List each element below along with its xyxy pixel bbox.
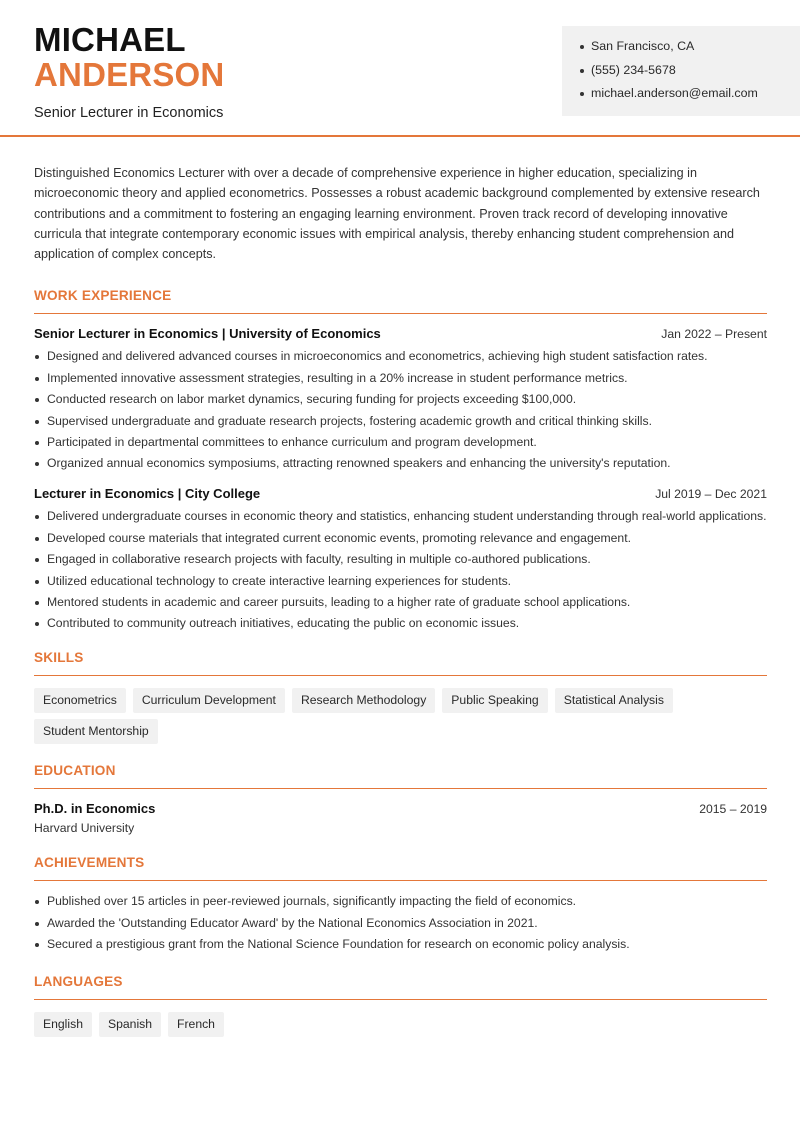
first-name: MICHAEL [34, 21, 186, 58]
skill-chip: Student Mentorship [34, 719, 158, 744]
section-title-languages: LANGUAGES [34, 974, 767, 1000]
work-experience-list [34, 326, 767, 632]
job-bullets [34, 508, 767, 632]
education-dates: 2015 – 2019 [699, 802, 767, 817]
job-head [34, 486, 767, 501]
job-title: Senior Lecturer in Economics [34, 105, 224, 121]
job-bullet: Developed course materials that integrated current economic events, promoting relevance and engagement. [34, 530, 767, 547]
job-bullet: Engaged in collaborative research projects with faculty, resulting in multiple co-authored publications. [34, 551, 767, 568]
job-bullet: Designed and delivered advanced courses in microeconomics and econometrics, achieving high student satisfaction rates. [34, 348, 767, 365]
achievements-list [34, 893, 767, 953]
bullet-icon [580, 45, 584, 49]
job-bullet: Conducted research on labor market dynamics, securing funding for projects exceeding $100,000. [34, 391, 767, 408]
job-bullets [34, 348, 767, 472]
contact-location [580, 39, 800, 63]
education-entry [34, 801, 767, 835]
phone-text: (555) 234-5678 [591, 62, 676, 77]
achievement-item: Awarded the 'Outstanding Educator Award' by the National Economics Association in 2021. [34, 915, 767, 932]
contact-box [562, 26, 800, 116]
skill-chip: Curriculum Development [133, 688, 285, 713]
skill-chip: Statistical Analysis [555, 688, 673, 713]
language-chip: English [34, 1012, 92, 1037]
achievement-item: Published over 15 articles in peer-reviewed journals, significantly impacting the field of economics. [34, 893, 767, 910]
section-title-education: EDUCATION [34, 763, 767, 789]
job-role: Lecturer in Economics | City College [34, 486, 261, 502]
school-name: Harvard University [34, 821, 135, 836]
job-bullet: Supervised undergraduate and graduate research projects, fostering academic growth and critical thinking skills. [34, 413, 767, 430]
skills-list [34, 688, 767, 744]
location-text: San Francisco, CA [591, 39, 695, 53]
resume-body [34, 163, 767, 1037]
job-role: Senior Lecturer in Economics | University of Economics [34, 326, 381, 342]
contact-email[interactable] [580, 86, 800, 110]
degree: Ph.D. in Economics [34, 801, 156, 817]
language-chip: French [168, 1012, 224, 1037]
name-block [34, 22, 224, 121]
language-chip: Spanish [99, 1012, 161, 1037]
job-bullet: Implemented innovative assessment strategies, resulting in a 20% increase in student performance metrics. [34, 370, 767, 387]
section-title-skills: SKILLS [34, 650, 767, 676]
job-bullet: Participated in departmental committees to enhance curriculum and program development. [34, 434, 767, 451]
skill-chip: Research Methodology [292, 688, 435, 713]
education-head [34, 801, 767, 816]
resume-header [0, 0, 800, 137]
job-bullet: Contributed to community outreach initiatives, educating the public on economic issues. [34, 615, 767, 632]
skill-chip: Econometrics [34, 688, 126, 713]
achievement-item: Secured a prestigious grant from the National Science Foundation for research on economic policy analysis. [34, 936, 767, 953]
job-bullet: Utilized educational technology to create interactive learning experiences for students. [34, 573, 767, 590]
bullet-icon [580, 69, 584, 73]
job-entry [34, 326, 767, 472]
job-bullet: Mentored students in academic and career pursuits, leading to a higher rate of graduate school applications. [34, 594, 767, 611]
job-dates: Jul 2019 – Dec 2021 [655, 487, 767, 502]
section-title-work: WORK EXPERIENCE [34, 288, 767, 314]
skill-chip: Public Speaking [442, 688, 547, 713]
email-link[interactable]: michael.anderson@email.com [591, 86, 758, 100]
summary-paragraph: Distinguished Economics Lecturer with over a decade of comprehensive experience in higher education, specializing in microeconomic theory and applied econometrics. Possesses a robust academic background complemented by extensive research contributions and a commitment to fostering an engaging learning environment. Proven track record of developing innovative curricula that integrate contemporary economic issues with empirical analysis, thereby enhancing student comprehension and application of complex concepts. [34, 166, 760, 262]
section-title-achievements: ACHIEVEMENTS [34, 855, 767, 881]
job-bullet: Delivered undergraduate courses in economic theory and statistics, enhancing student understanding through real-world applications. [34, 508, 767, 525]
last-name: ANDERSON [34, 56, 225, 93]
job-dates: Jan 2022 – Present [661, 327, 767, 342]
job-head [34, 326, 767, 341]
bullet-icon [580, 92, 584, 96]
contact-phone [580, 63, 800, 87]
languages-list [34, 1012, 767, 1037]
job-entry [34, 486, 767, 632]
job-bullet: Organized annual economics symposiums, attracting renowned speakers and enhancing the university's reputation. [34, 455, 767, 472]
